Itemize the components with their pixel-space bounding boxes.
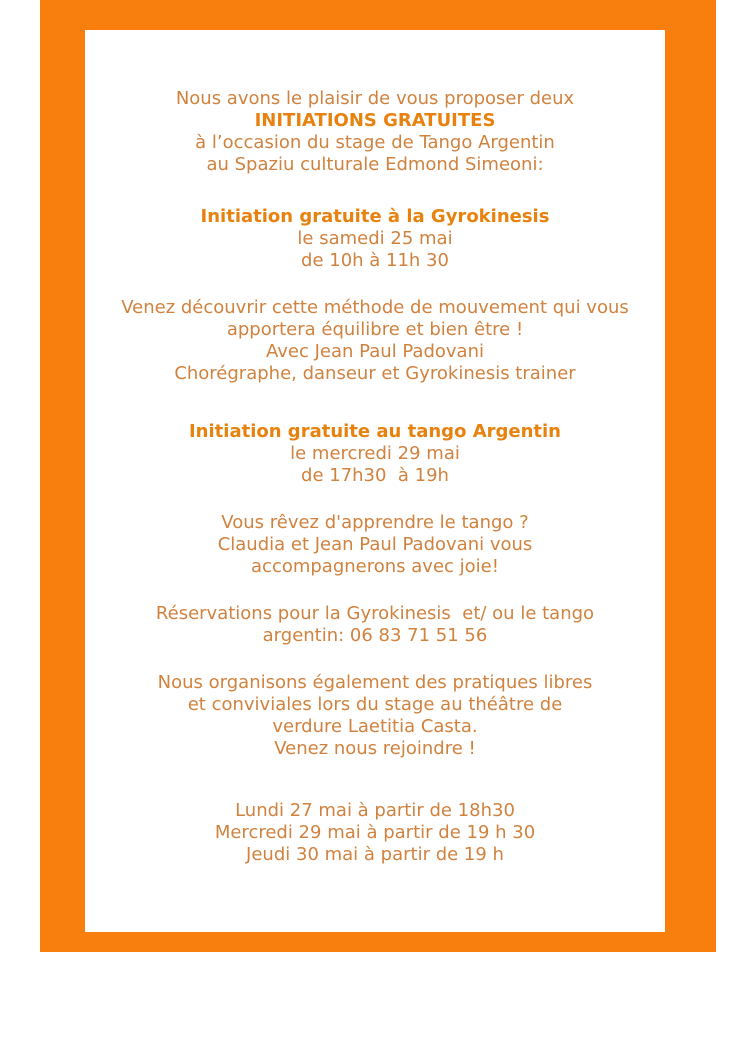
- tango-time: de 17h30 à 19h: [301, 465, 449, 486]
- flyer-content: [85, 30, 665, 866]
- pratiques-line: Nous organisons également des pratiques libres: [157, 672, 593, 693]
- gyrokinesis-session-block: [95, 206, 655, 272]
- pratiques-line: verdure Laetitia Casta.: [272, 716, 478, 737]
- gyrokinesis-description-line: Venez découvrir cette méthode de mouvement qui vous: [121, 297, 629, 318]
- gyrokinesis-description-block: [95, 297, 655, 385]
- intro-paragraph: [95, 88, 655, 176]
- pratiques-libres-block: [95, 672, 655, 760]
- reservations-block: [95, 603, 655, 647]
- schedule-block: [95, 800, 655, 866]
- gyrokinesis-date: le samedi 25 mai: [297, 228, 453, 249]
- pratiques-line: Venez nous rejoindre !: [274, 738, 476, 759]
- tango-description-block: [95, 512, 655, 578]
- intro-line: au Spaziu culturale Edmond Simeoni:: [206, 154, 544, 175]
- gyrokinesis-description-line: apportera équilibre et bien être !: [226, 319, 524, 340]
- schedule-line-mercredi: Mercredi 29 mai à partir de 19 h 30: [214, 822, 536, 843]
- intro-line: Nous avons le plaisir de vous proposer deux: [175, 88, 575, 109]
- gyrokinesis-description-line: Chorégraphe, danseur et Gyrokinesis trainer: [174, 363, 576, 384]
- tango-description-line: accompagnerons avec joie!: [251, 556, 499, 577]
- initiations-gratuites-heading: INITIATIONS GRATUITES: [254, 110, 496, 131]
- tango-session-block: [95, 421, 655, 487]
- gyrokinesis-title: Initiation gratuite à la Gyrokinesis: [200, 206, 550, 227]
- schedule-line-jeudi: Jeudi 30 mai à partir de 19 h: [246, 844, 504, 865]
- pratiques-line: et conviviales lors du stage au théâtre de: [187, 694, 563, 715]
- tango-description-line: Vous rêvez d'apprendre le tango ?: [221, 512, 529, 533]
- intro-line: à l’occasion du stage de Tango Argentin: [195, 132, 555, 153]
- gyrokinesis-description-line: Avec Jean Paul Padovani: [266, 341, 484, 362]
- gyrokinesis-time: de 10h à 11h 30: [301, 250, 449, 271]
- tango-title: Initiation gratuite au tango Argentin: [188, 421, 561, 442]
- tango-description-line: Claudia et Jean Paul Padovani vous: [217, 534, 533, 555]
- orange-frame: [40, 0, 716, 952]
- schedule-line-lundi: Lundi 27 mai à partir de 18h30: [235, 800, 515, 821]
- reservations-phone-line: argentin: 06 83 71 51 56: [262, 625, 488, 646]
- reservations-line: Réservations pour la Gyrokinesis et/ ou le tango: [155, 603, 595, 624]
- tango-date: le mercredi 29 mai: [290, 443, 460, 464]
- flyer-paper: [85, 30, 665, 932]
